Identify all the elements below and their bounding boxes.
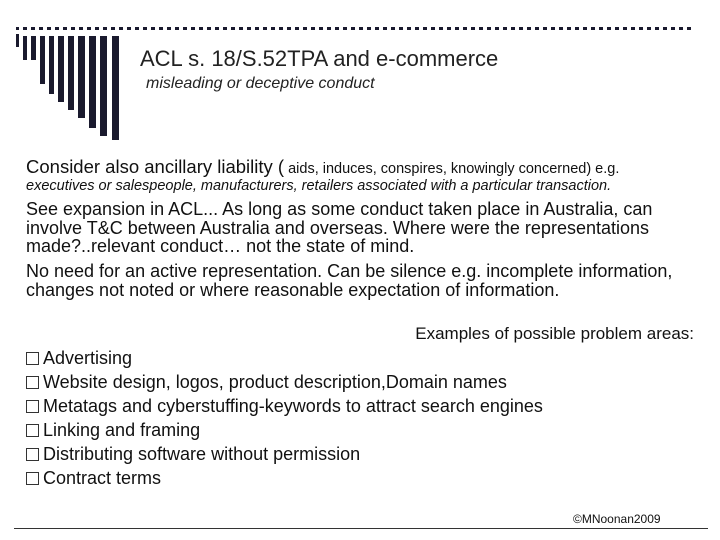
square-bullet-icon [26,400,39,413]
horizontal-dashes [16,27,691,30]
list-item [26,370,543,394]
para1-small: aids, induces, conspires, knowingly concerned) e.g. [284,161,620,177]
ancillary-liability-paragraph [26,156,706,180]
square-bullet-icon [26,352,39,365]
slide-title: ACL s. 18/S.52TPA and e-commerce [140,46,499,71]
bullet-text: Distributing software without permission [43,444,361,464]
vertical-bars [16,34,119,60]
problem-areas-list [26,346,543,490]
decorative-bar-extension [0,60,130,150]
para1-lead: Consider also ancillary liability ( [26,156,285,177]
bullet-text: Contract terms [43,468,162,488]
list-item [26,394,543,418]
slide-subtitle: misleading or deceptive conduct [146,75,375,92]
acl-expansion-paragraph: See expansion in ACL... As long as some conduct taken place in Australia, can involve T&C between Australia and overseas. Where were the representations made?..relevant conduct… not the state of mind. [26,199,653,256]
list-item [26,346,543,370]
bullet-text: Website design, logos, product description,Domain names [43,372,507,392]
list-item [26,442,543,466]
list-item [26,418,543,442]
square-bullet-icon [26,448,39,461]
square-bullet-icon [26,376,39,389]
para1-italic: executives or salespeople, manufacturers, retailers associated with a particular transaction. [26,178,612,194]
bullet-text: Advertising [43,348,133,368]
bullet-text: Metatags and cyberstuffing-keywords to attract search engines [43,396,543,416]
examples-heading: Examples of possible problem areas: [415,324,694,343]
square-bullet-icon [26,424,39,437]
silence-paragraph: No need for an active representation. Can be silence e.g. incomplete information, changes not noted or where reasonable expectation of information. [26,261,673,300]
copyright-footer: ©MNoonan2009 [573,512,661,526]
bullet-text: Linking and framing [43,420,201,440]
list-item [26,466,543,490]
footer-divider [14,528,708,529]
square-bullet-icon [26,472,39,485]
